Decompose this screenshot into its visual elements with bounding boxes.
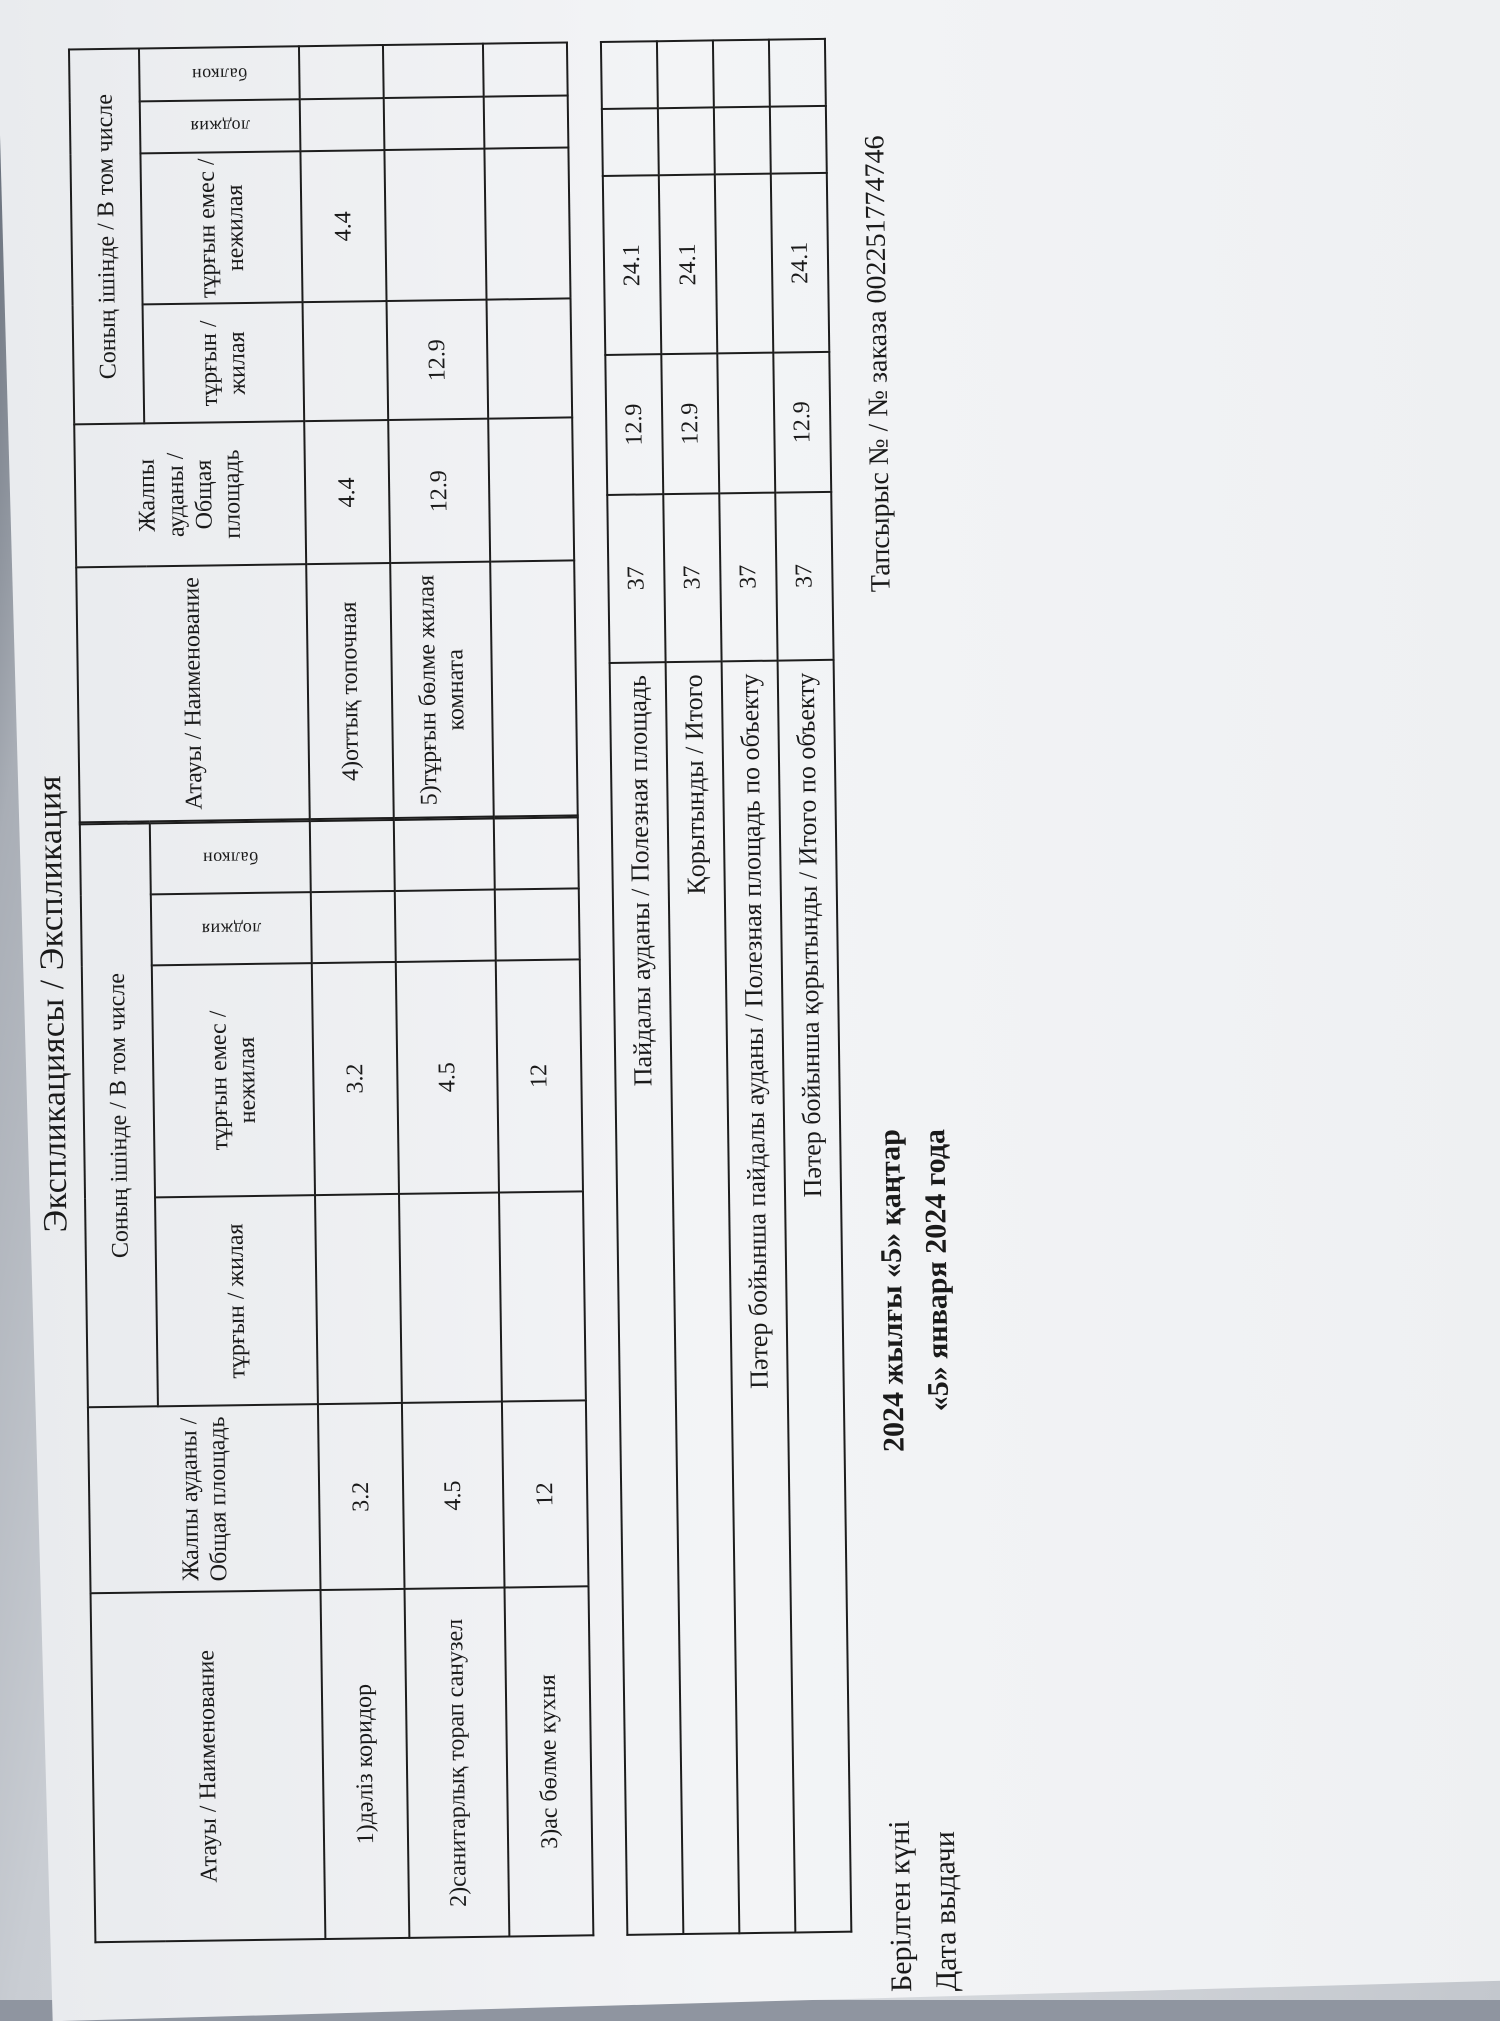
table-header-row: [69, 48, 150, 822]
summary-nonliving: 24.1: [659, 175, 717, 355]
header-living: тұрғын / жилая: [143, 302, 305, 423]
page-title: Экспликациясы / Экспликация: [31, 774, 75, 1233]
summary-table: [600, 38, 852, 1936]
explication-table-right: [68, 41, 579, 823]
summary-label: Пәтер бойынша қорытынды / Итого по объекту: [778, 659, 852, 1932]
row-loggia: [395, 889, 496, 961]
row-nonliving: [384, 149, 486, 302]
summary-nonliving: [715, 174, 773, 354]
row-living: 12.9: [387, 300, 489, 421]
table-row: [383, 44, 494, 818]
row-balcony: [310, 820, 395, 892]
row-name: 1)дәліз коридор: [321, 1589, 410, 1939]
row-total: [488, 418, 574, 562]
summary-balcony: [769, 39, 826, 107]
row-total: 12: [502, 1401, 589, 1588]
header-total: Жалпы ауданы / Общая площадь: [88, 1405, 321, 1594]
summary-total: 37: [607, 494, 665, 662]
summary-label: Қорытынды / Итого: [666, 661, 740, 1934]
row-balcony: [383, 44, 484, 98]
header-nonliving: тұрғын емес / нежилая: [140, 151, 302, 304]
header-name: Атауы / Наименование: [91, 1590, 326, 1942]
issue-date-kz: 2024 жылғы «5» қаңтар: [873, 1128, 911, 1453]
row-total: 3.2: [318, 1403, 405, 1590]
table-row: [483, 42, 578, 816]
summary-living: 12.9: [773, 352, 831, 493]
summary-nonliving: 24.1: [603, 175, 661, 355]
row-living: [315, 1194, 402, 1404]
summary-balcony: [601, 41, 658, 109]
row-name: [490, 561, 578, 817]
summary-total: 37: [663, 493, 721, 661]
summary-loggia: [770, 106, 827, 174]
row-name: 4)оттық топочная: [306, 563, 394, 819]
row-loggia: [384, 96, 485, 150]
summary-nonliving: 24.1: [771, 173, 829, 353]
table-row: [310, 820, 410, 1939]
header-loggia: лоджия: [151, 892, 312, 965]
row-total: 4.5: [402, 1402, 505, 1589]
row-name: 5)тұрғын бөлме жилая комната: [390, 562, 494, 818]
row-name: 3)ас бөлме кухня: [505, 1587, 594, 1937]
row-loggia: [300, 98, 385, 152]
summary-balcony: [713, 40, 770, 108]
row-name: 2)санитарлық торап санузел: [405, 1588, 510, 1938]
row-nonliving: 4.4: [300, 150, 386, 302]
row-balcony: [483, 42, 568, 96]
summary-balcony: [657, 40, 714, 108]
order-number: Тапсырыс № / № заказа 002251774746: [859, 135, 897, 593]
row-nonliving: 3.2: [312, 962, 399, 1196]
summary-living: 12.9: [661, 354, 719, 495]
explication-table-left: [79, 816, 595, 1943]
header-nonliving: тұрғын емес / нежилая: [152, 963, 315, 1198]
summary-living: 12.9: [605, 354, 663, 495]
row-balcony: [494, 817, 579, 889]
row-nonliving: 12: [496, 959, 583, 1193]
issue-date-label-ru: Дата выдачи: [927, 1831, 964, 1992]
row-living: [499, 1192, 586, 1402]
summary-total: 37: [719, 492, 777, 660]
header-including: Соның ішінде / В том числе: [69, 48, 144, 424]
row-living: [487, 299, 573, 419]
row-loggia: [484, 95, 569, 149]
document-page: [0, 11, 970, 1993]
summary-loggia: [602, 108, 659, 176]
summary-label: Пайдалы ауданы / Полезная площадь: [610, 662, 684, 1935]
summary-living: [717, 353, 775, 494]
issue-date-label-kz: Берілген күні: [882, 1820, 919, 1993]
header-total: Жалпы ауданы / Общая площадь: [74, 422, 306, 568]
summary-loggia: [658, 108, 715, 176]
row-nonliving: [484, 148, 570, 300]
row-loggia: [495, 888, 580, 960]
row-nonliving: 4.5: [396, 960, 499, 1194]
table-row: [494, 817, 594, 1936]
summary-total: 37: [775, 492, 833, 660]
header-including: Соның ішінде / В том числе: [80, 823, 158, 1407]
summary-label: Пәтер бойынша пайдалы ауданы / Полезная площадь по объекту: [722, 660, 796, 1933]
table-row: [299, 45, 394, 819]
row-total: 12.9: [388, 419, 490, 563]
row-living: [399, 1193, 502, 1404]
header-living: тұрғын / жилая: [155, 1195, 318, 1406]
summary-loggia: [714, 107, 771, 175]
header-name: Атауы / Наименование: [76, 565, 310, 823]
issue-date-ru: «5» января 2024 года: [918, 1128, 956, 1412]
row-balcony: [299, 45, 384, 99]
row-loggia: [311, 891, 396, 963]
header-balcony: балкон: [139, 46, 300, 101]
row-total: 4.4: [304, 420, 390, 564]
row-living: [303, 301, 389, 421]
header-loggia: лоджия: [140, 99, 301, 154]
row-balcony: [394, 819, 495, 891]
header-balcony: балкон: [150, 821, 311, 894]
table-row: [394, 819, 510, 1938]
